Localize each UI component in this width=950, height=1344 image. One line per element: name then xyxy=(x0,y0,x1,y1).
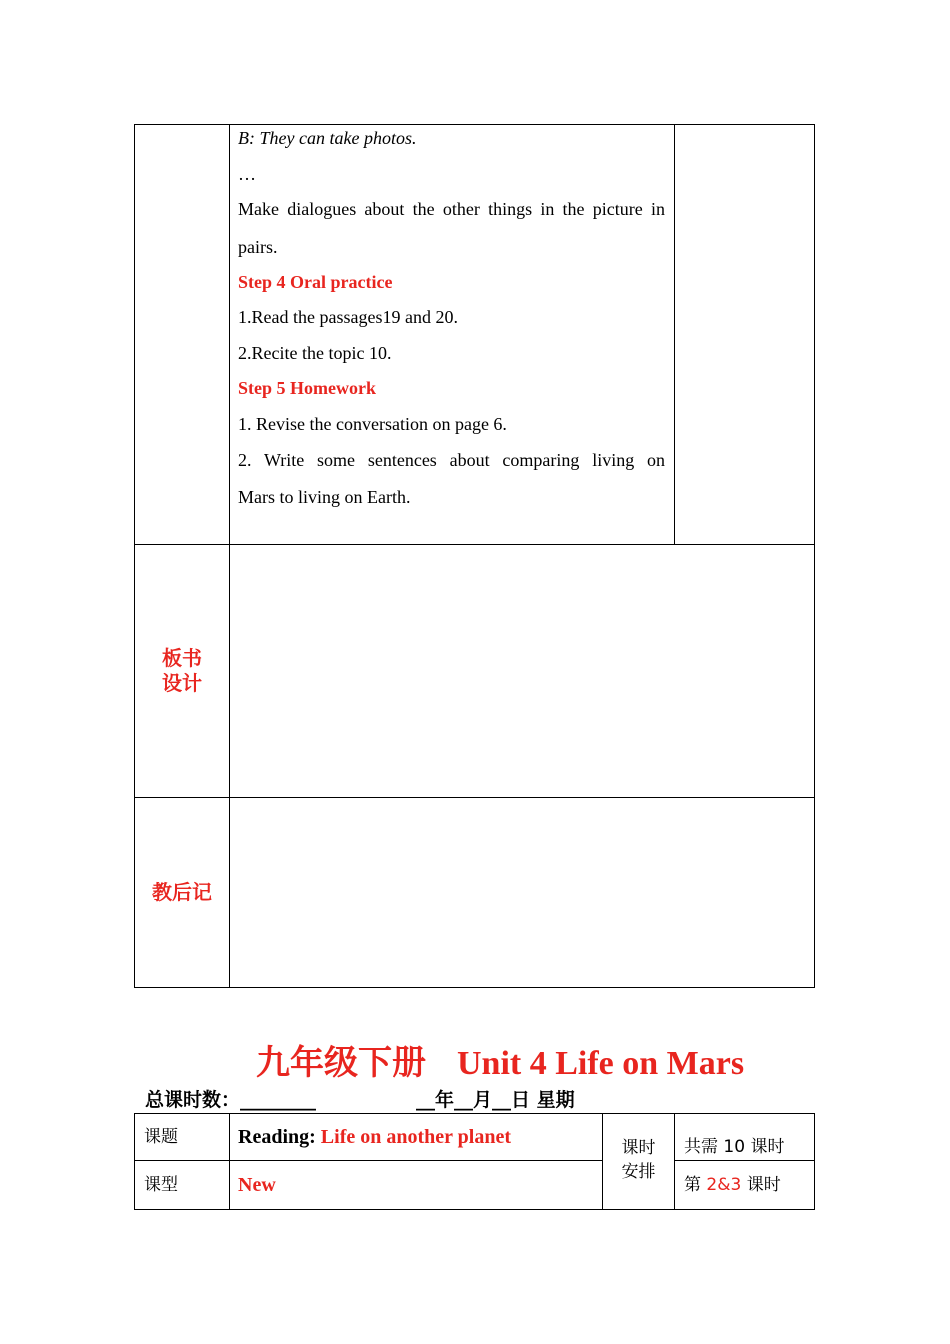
step-heading: Step 5 Homework xyxy=(238,378,376,398)
schedule-label-line: 安排 xyxy=(621,1162,656,1182)
current-prefix: 第 xyxy=(684,1175,707,1195)
table-border-left xyxy=(134,1113,135,1210)
current-suffix: 课时 xyxy=(741,1175,781,1195)
page-title xyxy=(256,1042,744,1085)
table-border-right xyxy=(814,124,815,988)
title-en: Unit 4 Life on Mars xyxy=(457,1045,745,1082)
table-border-bottom xyxy=(134,1209,815,1210)
schedule-label xyxy=(603,1136,674,1184)
board-design-label xyxy=(135,646,229,696)
table-border-left xyxy=(134,124,135,988)
type-label: 课型 xyxy=(144,1175,178,1195)
instruction-line: pairs. xyxy=(238,237,278,257)
table-column-divider xyxy=(674,124,675,545)
table-column-divider xyxy=(674,1113,675,1210)
homework-item: Mars to living on Earth. xyxy=(238,487,411,507)
table-border-right xyxy=(814,1113,815,1210)
topic-prefix: Reading: xyxy=(238,1126,321,1148)
practice-item: 1.Read the passages19 and 20. xyxy=(238,307,458,327)
current-lesson-number: 2&3 xyxy=(706,1175,742,1195)
board-label-line: 设计 xyxy=(162,671,202,695)
table-row-divider xyxy=(134,1160,603,1161)
homework-item: 1. Revise the conversation on page 6. xyxy=(238,414,507,434)
total-hours-cell: 共需 10 课时 xyxy=(684,1137,785,1157)
meta-line xyxy=(145,1088,316,1112)
table-column-divider xyxy=(229,1113,230,1210)
table-border-top xyxy=(134,124,815,125)
table-border-bottom xyxy=(134,987,815,988)
homework-item: 2. Write some sentences about comparing living on xyxy=(238,450,665,470)
ellipsis: … xyxy=(238,164,256,184)
topic-title: Life on another planet xyxy=(320,1126,511,1148)
table-row-divider xyxy=(134,544,815,545)
schedule-label-line: 课时 xyxy=(621,1138,656,1158)
dialogue-line: B: They can take photos. xyxy=(238,128,417,148)
step-heading: Step 4 Oral practice xyxy=(238,272,393,292)
table-row-divider xyxy=(674,1160,815,1161)
practice-item: 2.Recite the topic 10. xyxy=(238,343,392,363)
reflection-label: 教后记 xyxy=(152,880,212,904)
board-label-line: 板书 xyxy=(162,646,202,670)
table-column-divider xyxy=(229,124,230,988)
total-hours-blank: ________ xyxy=(240,1089,317,1111)
type-value: New xyxy=(238,1174,276,1196)
table-row-divider xyxy=(134,797,815,798)
topic-label: 课题 xyxy=(144,1127,178,1147)
instruction-line: Make dialogues about the other things in the picture in xyxy=(238,199,665,219)
title-cn: 九年级下册 xyxy=(256,1043,426,1083)
table-border-top xyxy=(134,1113,815,1114)
current-hours-cell xyxy=(684,1174,781,1196)
total-hours-label: 总课时数： xyxy=(145,1089,241,1111)
date-line: __年__月__日 星期 xyxy=(416,1089,575,1111)
topic-value xyxy=(238,1125,511,1149)
